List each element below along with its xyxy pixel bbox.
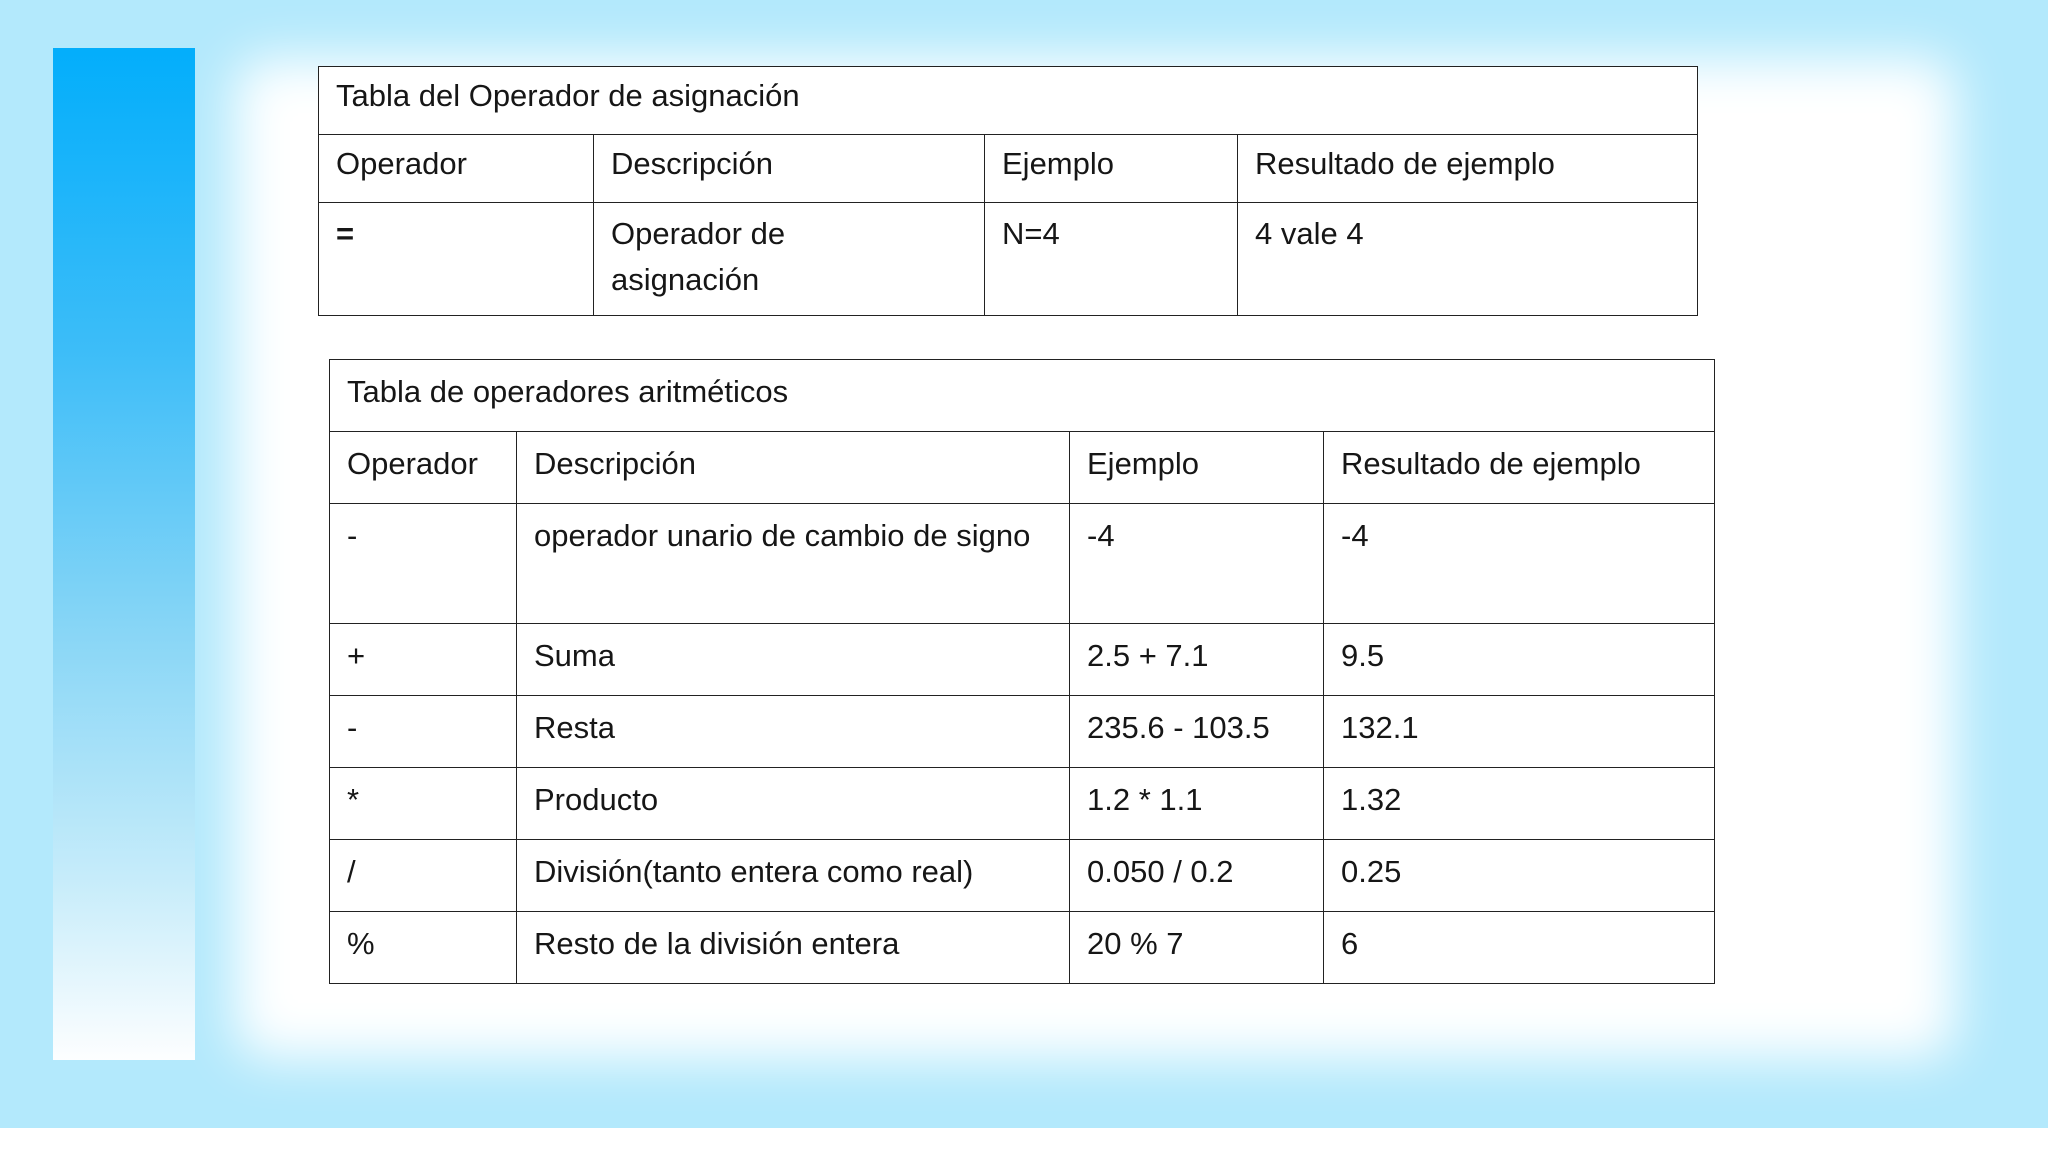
- result-cell: 1.32: [1324, 768, 1715, 840]
- operator-cell: -: [330, 696, 517, 768]
- column-header-operador: Operador: [319, 135, 594, 203]
- table-row: [330, 696, 1715, 768]
- example-cell: 235.6 - 103.5: [1070, 696, 1324, 768]
- table-title-row: [319, 67, 1698, 135]
- example-cell: 1.2 * 1.1: [1070, 768, 1324, 840]
- assignment-operator-table: [318, 66, 1698, 316]
- column-header-descripcion: Descripción: [594, 135, 985, 203]
- bottom-strip: [0, 1128, 2048, 1152]
- example-cell: 20 % 7: [1070, 912, 1324, 984]
- table-row: [330, 768, 1715, 840]
- table-row: [319, 203, 1698, 316]
- column-header-ejemplo: Ejemplo: [1070, 432, 1324, 504]
- description-cell: Suma: [517, 624, 1070, 696]
- description-cell: operador unario de cambio de signo: [517, 504, 1070, 624]
- table-title-row: [330, 360, 1715, 432]
- result-cell: 4 vale 4: [1238, 203, 1698, 316]
- table-row: [330, 912, 1715, 984]
- operator-cell: +: [330, 624, 517, 696]
- table-row: [330, 504, 1715, 624]
- column-header-resultado: Resultado de ejemplo: [1238, 135, 1698, 203]
- result-cell: 132.1: [1324, 696, 1715, 768]
- table-row: [330, 840, 1715, 912]
- example-cell: N=4: [985, 203, 1238, 316]
- column-header-operador: Operador: [330, 432, 517, 504]
- operator-cell: -: [330, 504, 517, 624]
- table-title: Tabla de operadores aritméticos: [330, 360, 1715, 432]
- example-cell: -4: [1070, 504, 1324, 624]
- description-cell: Resto de la división entera: [517, 912, 1070, 984]
- result-cell: 9.5: [1324, 624, 1715, 696]
- description-cell: Operador de asignación: [594, 203, 985, 316]
- description-cell: División(tanto entera como real): [517, 840, 1070, 912]
- arithmetic-operators-table: [329, 359, 1715, 984]
- table-title: Tabla del Operador de asignación: [319, 67, 1698, 135]
- operator-cell: %: [330, 912, 517, 984]
- column-header-descripcion: Descripción: [517, 432, 1070, 504]
- example-cell: 0.050 / 0.2: [1070, 840, 1324, 912]
- result-cell: -4: [1324, 504, 1715, 624]
- result-cell: 6: [1324, 912, 1715, 984]
- operator-cell: =: [319, 203, 594, 316]
- description-cell: Producto: [517, 768, 1070, 840]
- column-header-ejemplo: Ejemplo: [985, 135, 1238, 203]
- result-cell: 0.25: [1324, 840, 1715, 912]
- description-cell: Resta: [517, 696, 1070, 768]
- example-cell: 2.5 + 7.1: [1070, 624, 1324, 696]
- column-header-resultado: Resultado de ejemplo: [1324, 432, 1715, 504]
- decorative-side-bar: [53, 48, 195, 1060]
- operator-cell: *: [330, 768, 517, 840]
- operator-cell: /: [330, 840, 517, 912]
- table-row: [330, 624, 1715, 696]
- table-header-row: [319, 135, 1698, 203]
- table-header-row: [330, 432, 1715, 504]
